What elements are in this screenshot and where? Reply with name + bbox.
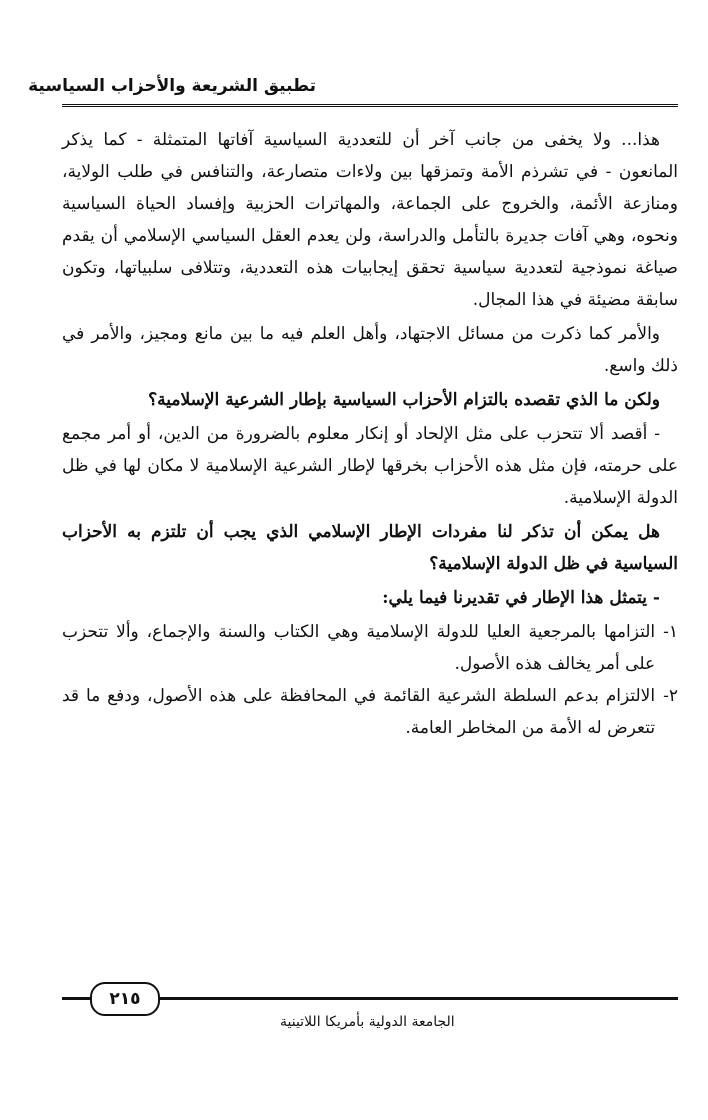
page-number-text: ٢١٥ xyxy=(109,989,141,1009)
answer-2-intro: - يتمثل هذا الإطار في تقديرنا فيما يلي: xyxy=(382,588,660,608)
page-body xyxy=(62,124,678,744)
list-item-number: ٢- xyxy=(663,686,678,706)
list-item-text: التزامها بالمرجعية العليا للدولة الإسلامية وهي الكتاب والسنة والإجماع، وألا تتحزب على أمر يخالف هذه الأصول. xyxy=(62,622,656,674)
list-item-text: الالتزام بدعم السلطة الشرعية القائمة في المحافظة على هذه الأصول، ودفع ما قد تتعرض له الأمة من المخاطر العامة. xyxy=(62,686,656,738)
page-number xyxy=(90,982,160,1016)
answer-1: - أقصد ألا تتحزب على مثل الإلحاد أو إنكار معلوم بالضرورة من الدين، أو أمر مجمع على حرمته، فإن مثل هذه الأحزاب بخرقها لإطار الشرعية الإسلامية لا مكان لها في ظل الدولة الإسلامية. xyxy=(62,424,678,508)
question-2: هل يمكن أن تذكر لنا مفردات الإطار الإسلامي الذي يجب أن تلتزم به الأحزاب السياسية في ظل الدولة الإسلامية؟ xyxy=(62,522,678,574)
footer-publisher: الجامعة الدولية بأمريكا اللاتينية xyxy=(280,1014,455,1030)
paragraph-2: والأمر كما ذكرت من مسائل الاجتهاد، وأهل العلم فيه ما بين مانع ومجيز، والأمر في ذلك واسع. xyxy=(62,324,678,376)
paragraph-1: هذا... ولا يخفى من جانب آخر أن للتعددية السياسية آفاتها المتمثلة - كما يذكر المانعون - في تشرذم الأمة وتمزقها بين ولاءات متصارعة، والتنافس في طلب الولاية، ومنازعة الأئمة، والخروج على الجماعة، والمهاترات الحزبية وإفساد الحياة السياسية ونحوه، وهي آفات جديرة بالتأمل والدراسة، ولن يعدم العقل السياسي الإسلامي أن يقدم صياغة نموذجية لتعددية سياسية تحقق إيجابيات هذه التعددية، وتتلافى سلبياتها، وتكون سابقة مضيئة في هذا المجال. xyxy=(62,130,678,310)
list-item-number: ١- xyxy=(663,622,678,642)
running-header-title: تطبيق الشريعة والأحزاب السياسية xyxy=(28,76,316,96)
list-item-1 xyxy=(62,616,678,680)
question-1: ولكن ما الذي تقصده بالتزام الأحزاب السياسية بإطار الشرعية الإسلامية؟ xyxy=(148,390,660,410)
header-divider xyxy=(62,104,678,107)
list-item-2 xyxy=(62,680,678,744)
